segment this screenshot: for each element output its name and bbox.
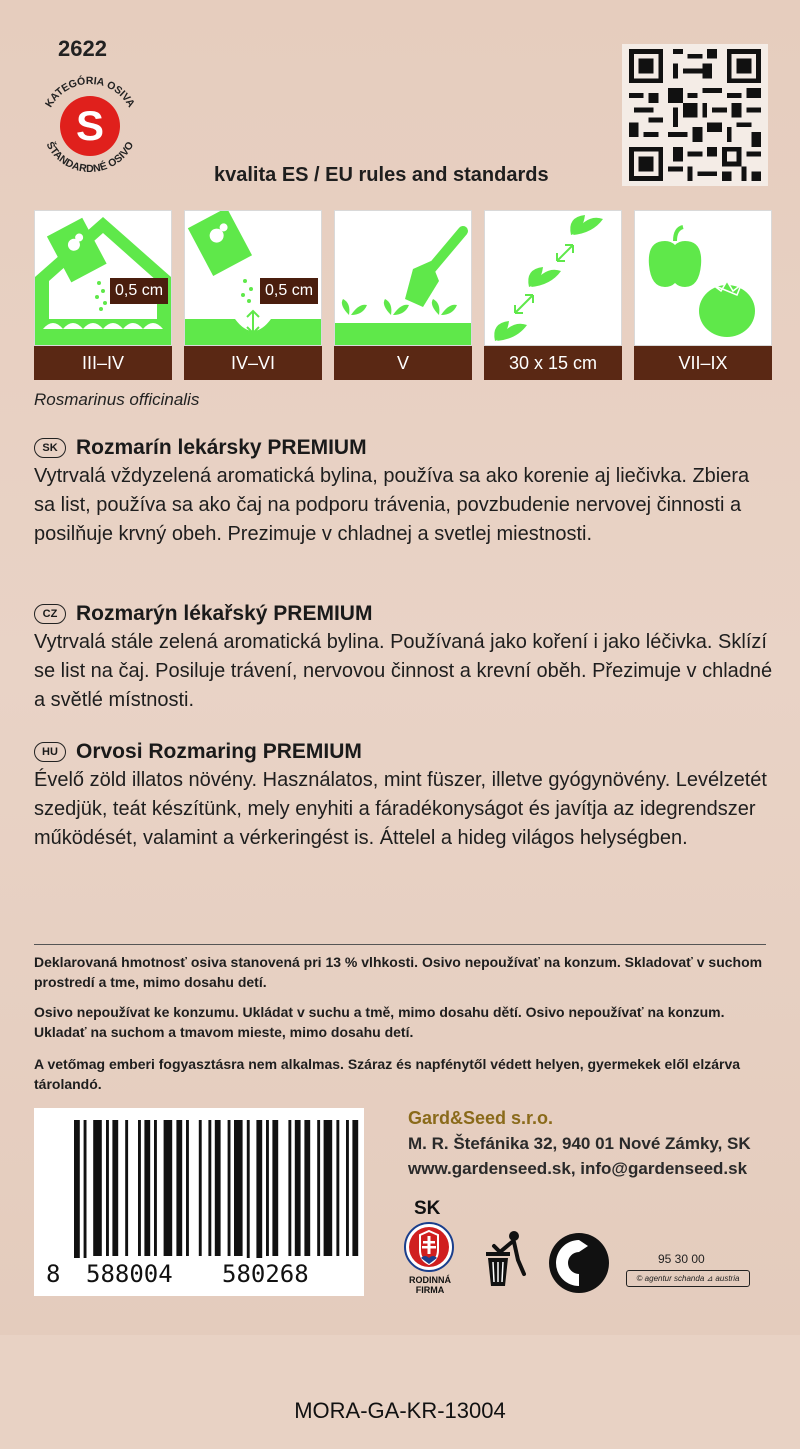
- barcode-bar: [352, 1120, 358, 1256]
- sowing-depth-label: 0,5 cm: [110, 278, 168, 304]
- spacing-icon: [485, 211, 621, 345]
- barcode-bar: [336, 1120, 339, 1256]
- step-picture: [334, 210, 472, 346]
- language-code-badge: HU: [34, 742, 66, 762]
- barcode-bar: [176, 1120, 182, 1256]
- barcode-bar: [125, 1120, 128, 1256]
- product-title: Rozmarýn lékařský PREMIUM: [76, 602, 373, 625]
- description-cz: [34, 602, 774, 715]
- step-period: V: [334, 346, 472, 380]
- sowing-depth-label: 0,5 cm: [260, 278, 318, 304]
- barcode-bar: [154, 1120, 157, 1256]
- tidyman-recycle-icon: [478, 1230, 534, 1290]
- product-title: Rozmarín lekársky PREMIUM: [76, 436, 367, 459]
- barcode-bar: [247, 1120, 250, 1258]
- barcode-bar: [272, 1120, 278, 1256]
- language-code-badge: CZ: [34, 604, 66, 624]
- ean-barcode: [34, 1108, 364, 1296]
- barcode-bar: [112, 1120, 118, 1256]
- step-period: VII–IX: [634, 346, 772, 380]
- barcode-bar: [288, 1120, 291, 1256]
- language-code-badge: SK: [34, 438, 66, 458]
- step-period: III–IV: [34, 346, 172, 380]
- barcode-bar: [93, 1120, 102, 1256]
- warning-cz-sk: Osivo nepoužívat ke konzumu. Ukládat v suchu a tmě, mimo dosahu dětí. Osivo nepoužívať na konzum. Ukladať na suchom a tmavom mieste, mimo dosahu detí.: [34, 1004, 725, 1040]
- barcode-bar: [74, 1120, 80, 1258]
- caption-line: RODINNÁ: [409, 1275, 451, 1285]
- description-heading: [34, 436, 774, 460]
- step-picture: [634, 210, 772, 346]
- barcode-digit-group: 580268: [222, 1260, 309, 1288]
- warning-sk: Deklarovaná hmotnosť osiva stanovená pri 13 % vlhkosti. Osivo nepoužívať na konzum. Skladovať v suchom prostredí a tme, mimo dosahu detí.: [34, 954, 763, 990]
- company-web: www.gardenseed.sk, info@gardenseed.sk: [408, 1159, 748, 1178]
- barcode-bar: [304, 1120, 310, 1256]
- product-title: Orvosi Rozmaring PREMIUM: [76, 740, 362, 763]
- description-text: Vytrvalá vždyzelená aromatická bylina, používa sa ako korenie aj liečivka. Zbiera sa list, používa sa ako čaj na podporu trávenia, povzbudenie nervovej činnosti a posilňuje krvný obeh. Prezimuje v chladnej a svetlej miestnosti.: [34, 465, 750, 545]
- harvest-vegetables-icon: [635, 211, 771, 345]
- country-label: SK: [414, 1198, 441, 1219]
- quality-standard-line: kvalita ES / EU rules and standards: [214, 164, 549, 186]
- company-name: Gard&Seed s.r.o.: [408, 1108, 554, 1128]
- qr-code: [622, 44, 768, 186]
- barcode-digit-group: 588004: [86, 1260, 173, 1288]
- caption-line: FIRMA: [415, 1285, 445, 1295]
- description-text: Évelő zöld illatos növény. Használatos, mint füszer, illetve gyógynövény. Levélzetét szedjük, teát készítünk, mely enyhiti a fáradékonyságot és javítja az idegrendszer működését, valamint a vérkeringést is. Áttelel a hideg világos helységben.: [34, 769, 767, 849]
- transplant-trowel-icon: [335, 211, 471, 345]
- barcode-first-digit: 8: [46, 1260, 61, 1288]
- barcode-bars: [34, 1108, 364, 1258]
- description-heading: [34, 740, 774, 764]
- barcode-bar: [106, 1120, 109, 1256]
- sowing-steps: [34, 210, 774, 380]
- family-business-caption: [404, 1275, 456, 1295]
- barcode-bar: [138, 1120, 141, 1256]
- agentur-credit: © agentur schanda ⊿ austria: [626, 1270, 750, 1287]
- barcode-bar: [295, 1120, 301, 1256]
- description-text: Vytrvalá stále zelená aromatická bylina. Používaná jako koření i jako léčivka. Sklízí se list na čaj. Posiluje trávení, nervovou činnost a krevní oběh. Přezimuje v chladné a světlé místnosti.: [34, 631, 773, 711]
- seed-category-badge: [30, 66, 150, 186]
- barcode-bar: [84, 1120, 87, 1258]
- description-hu: [34, 740, 774, 853]
- step-transplant: [334, 210, 472, 380]
- step-period: 30 x 15 cm: [484, 346, 622, 380]
- step-outdoor-sowing: [184, 210, 322, 380]
- warning-hu: A vetőmag emberi fogyasztásra nem alkalmas. Száraz és napfénytől védett helyen, gyermekek elől elzárva tárolandó.: [34, 1056, 741, 1092]
- badge-bottom-text: ŠTANDARDNÉ OSIVO: [43, 139, 137, 176]
- barcode-bar: [346, 1120, 349, 1256]
- barcode-bar: [324, 1120, 333, 1256]
- packet-reference-code: MORA-GA-KR-13004: [294, 1398, 506, 1423]
- badge-top-text: KATEGÓRIA OSIVA: [42, 74, 138, 110]
- step-spacing: [484, 210, 622, 380]
- agentur-number: 95 30 00: [658, 1252, 705, 1266]
- latin-name: Rosmarinus officinalis: [34, 390, 200, 409]
- barcode-bar: [144, 1120, 150, 1256]
- step-period: IV–VI: [184, 346, 322, 380]
- step-picture: [484, 210, 622, 346]
- description-sk: [34, 436, 774, 549]
- company-info: [408, 1106, 751, 1181]
- barcode-bar: [215, 1120, 221, 1256]
- barcode-bar: [164, 1120, 173, 1256]
- description-heading: [34, 602, 774, 626]
- barcode-digits: [34, 1254, 364, 1294]
- company-address: M. R. Štefánika 32, 940 01 Nové Zámky, SK: [408, 1134, 751, 1153]
- barcode-bar: [317, 1120, 320, 1256]
- barcode-bar: [186, 1120, 189, 1256]
- barcode-bar: [234, 1120, 243, 1256]
- family-business-logo: [404, 1222, 454, 1272]
- barcode-bar: [228, 1120, 231, 1256]
- step-harvest: [634, 210, 772, 380]
- green-dot-icon: [548, 1232, 610, 1294]
- divider-line: [34, 944, 766, 945]
- barcode-bar: [256, 1120, 262, 1258]
- barcode-bar: [266, 1120, 269, 1256]
- step-greenhouse-sowing: [34, 210, 172, 380]
- badge-letter: S: [75, 102, 105, 149]
- barcode-bar: [199, 1120, 202, 1256]
- barcode-bar: [208, 1120, 211, 1256]
- product-code-number: 2622: [58, 36, 107, 61]
